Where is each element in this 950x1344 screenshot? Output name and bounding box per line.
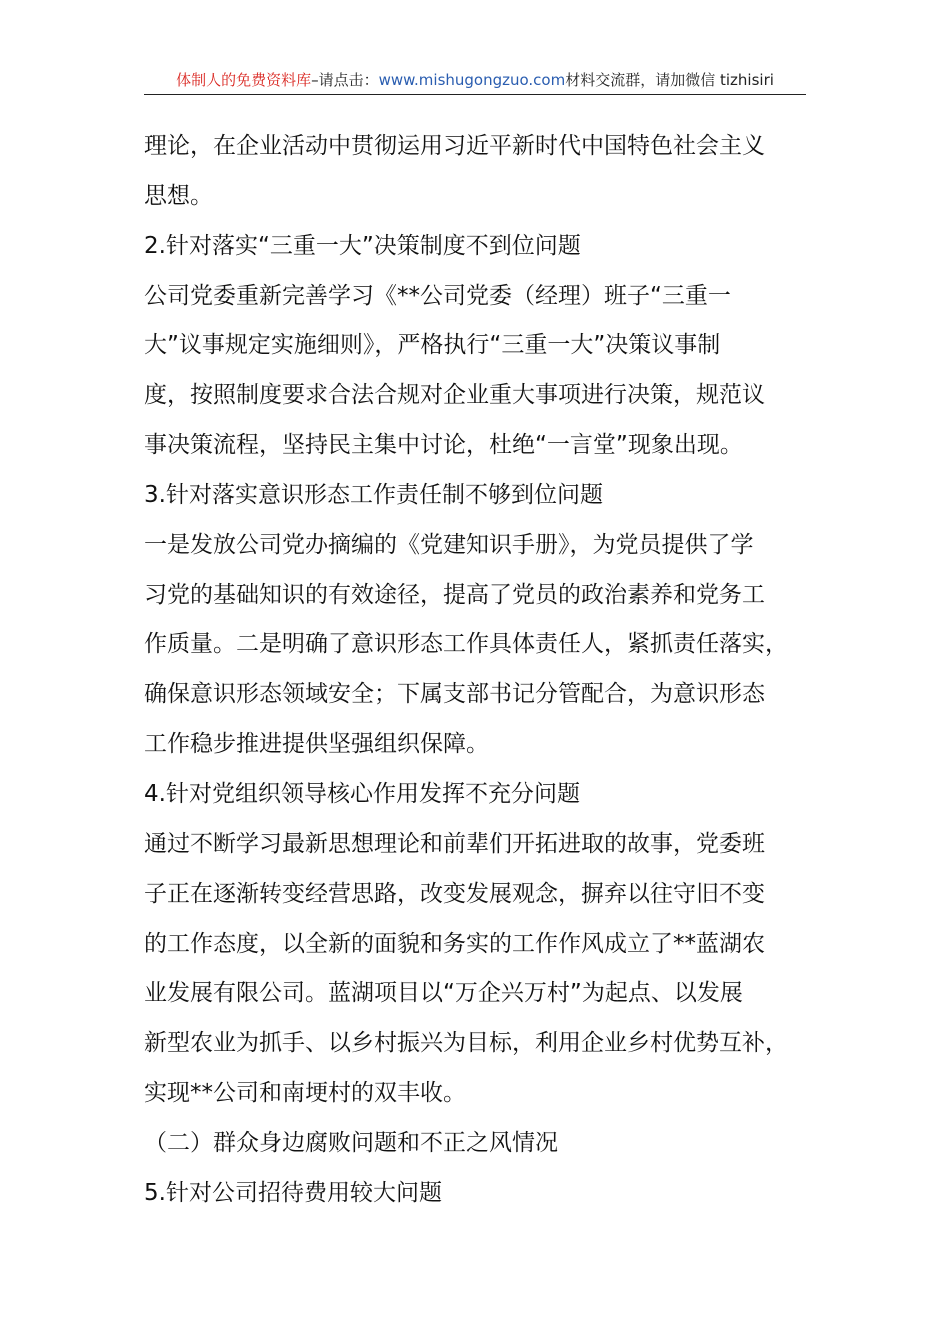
- body-line: 思想。: [144, 182, 213, 209]
- body-line: 业发展有限公司。蓝湖项目以“万企兴万村”为起点、以发展: [144, 980, 743, 1007]
- body-line: 的工作态度，以全新的面貌和务实的工作作风成立了**蓝湖农: [144, 930, 765, 957]
- body-line: 理论，在企业活动中贯彻运用习近平新时代中国特色社会主义: [144, 133, 765, 159]
- body-line: 通过不断学习最新思想理论和前辈们开拓进取的故事，党委班: [144, 830, 765, 857]
- body-line: 确保意识形态领域安全；下属支部书记分管配合，为意识形态: [144, 681, 765, 708]
- body-line: 习党的基础知识的有效途径，提高了党员的政治素养和党务工: [144, 581, 765, 608]
- section-heading: 3.针对落实意识形态工作责任制不够到位问题: [144, 481, 603, 508]
- body-line: 作质量。二是明确了意识形态工作具体责任人，紧抓责任落实，: [144, 631, 788, 658]
- section-heading: 5.针对公司招待费用较大问题: [144, 1179, 442, 1206]
- body-line: 度，按照制度要求合法合规对企业重大事项进行决策，规范议: [144, 382, 765, 409]
- header-prompt: –请点击：: [311, 71, 379, 89]
- body-line: 实现**公司和南埂村的双丰收。: [144, 1080, 466, 1107]
- body-line: 工作稳步推进提供坚强组织保障。: [144, 731, 489, 758]
- section-heading: 4.针对党组织领导核心作用发挥不充分问题: [144, 780, 580, 807]
- document-body: [144, 122, 812, 1219]
- body-line: 一是发放公司党办摘编的《党建知识手册》，为党员提供了学: [144, 531, 754, 558]
- body-line: 事决策流程，坚持民主集中讨论，杜绝“一言堂”现象出现。: [144, 432, 743, 459]
- body-line: 新型农业为抓手、以乡村振兴为目标，利用企业乡村优势互补，: [144, 1030, 788, 1057]
- body-line: 大”议事规定实施细则》，严格执行“三重一大”决策议事制: [144, 332, 721, 359]
- page-header: [144, 68, 806, 95]
- section-heading: （二）群众身边腐败问题和不正之风情况: [144, 1129, 558, 1156]
- header-wechat-note: 材料交流群，请加微信 tizhisiri: [565, 71, 774, 89]
- body-line: 子正在逐渐转变经营思路，改变发展观念，摒弃以往守旧不变: [144, 880, 765, 907]
- header-site-name: 体制人的免费资料库: [176, 71, 312, 89]
- body-line: 公司党委重新完善学习《**公司党委（经理）班子“三重一: [144, 282, 731, 309]
- section-heading: 2.针对落实“三重一大”决策制度不到位问题: [144, 232, 581, 259]
- header-link[interactable]: www.mishugongzuo.com: [378, 71, 566, 89]
